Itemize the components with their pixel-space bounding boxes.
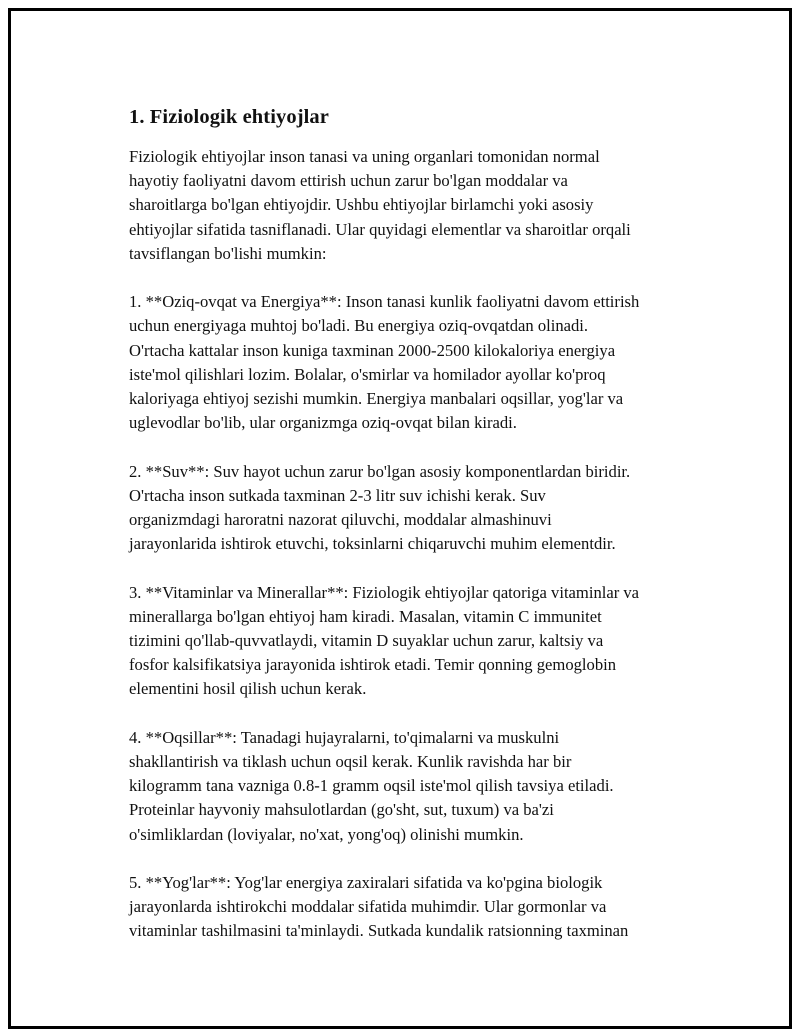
paragraph-vitamins-minerals: 3. **Vitaminlar va Minerallar**: Fiziologik ehtiyojlar qatoriga vitaminlar va minerallarga bo'lgan ehtiyoj ham kiradi. Masalan, vitamin C immunitet tizimini qo'llab-quvvatlaydi, vitamin D suyaklar uchun zarur, kaltsiy va fosfor kalsifikatsiya jarayonida ishtirok etadi. Temir qonning gemoglobin elementini hosil qilish uchun kerak.: [129, 582, 640, 699]
page-frame: [8, 8, 792, 1029]
section-heading: 1. Fiziologik ehtiyojlar: [129, 106, 329, 128]
intro-paragraph: Fiziologik ehtiyojlar inson tanasi va uning organlari tomonidan normal hayotiy faoliyatni davom ettirish uchun zarur bo'lgan moddalar va sharoitlarga bo'lgan ehtiyojdir. Ushbu ehtiyojlar birlamchi yoki asosiy ehtiyojlar sifatida tasniflanadi. Ular quyidagi elementlar va sharoitlar orqali tavsiflangan bo'lishi mumkin:: [129, 147, 631, 263]
paragraph-food-energy: 1. **Oziq-ovqat va Energiya**: Inson tanasi kunlik faoliyatni davom ettirish uchun energiyaga muhtoj bo'ladi. Bu energiya oziq-ovqatdan olinadi. O'rtacha kattalar inson kuniga taxminan 2000-2500 kilokaloriya energiya iste'mol qilishlari lozim. Bolalar, o'smirlar va homilador ayollar ko'proq kaloriyaga ehtiyoj sezishi mumkin. Energiya manbalari oqsillar, yog'lar va uglevodlar bo'lib, ular organizmga oziq-ovqat bilan kiradi.: [129, 292, 640, 433]
document-body: [129, 103, 704, 968]
paragraph-fats: 5. **Yog'lar**: Yog'lar energiya zaxiralari sifatida va ko'pgina biologik jarayonlarda ishtirokchi moddalar sifatida muhimdir. Ular gormonlar va vitaminlar tashilmasini ta'minlaydi. Sutkada kundalik ratsionning taxminan: [129, 873, 629, 941]
paragraph-proteins: 4. **Oqsillar**: Tanadagi hujayralarni, to'qimalarni va muskulni shakllantirish va tiklash uchun oqsil kerak. Kunlik ravishda har bir kilogramm tana vazniga 0.8-1 gramm oqsil iste'mol qilish tavsiya etiladi. Proteinlar hayvoniy mahsulotlardan (go'sht, sut, tuxum) va ba'zi o'simliklardan (loviyalar, no'xat, yong'oq) olinishi mumkin.: [129, 727, 614, 844]
paragraph-water: 2. **Suv**: Suv hayot uchun zarur bo'lgan asosiy komponentlardan biridir. O'rtacha inson sutkada taxminan 2-3 litr suv ichishi kerak. Suv organizmdagi haroratni nazorat qiluvchi, moddalar almashinuvi jarayonlarida ishtirok etuvchi, toksinlarni chiqaruvchi muhim elementdir.: [129, 461, 631, 554]
